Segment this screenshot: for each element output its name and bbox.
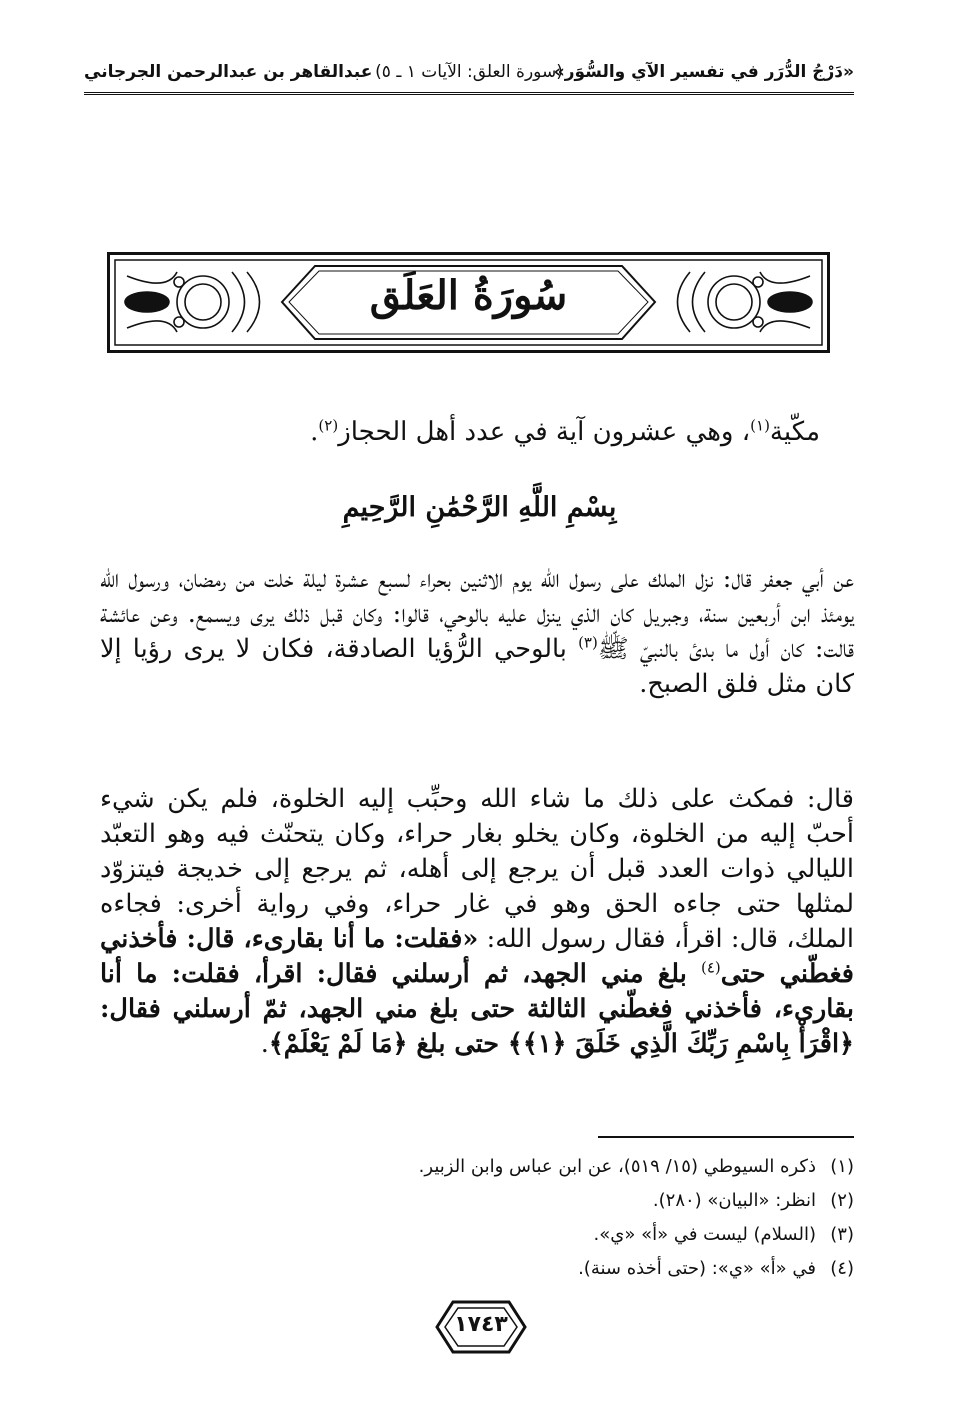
hadith-quote-2: بلغ مني الجهد، ثم أرسلني فقال: اقرأ، فقلت: ما أنا بقارىء، فأخذني فغطّني الثالثة حتى بلغ مني الجهد، ثمّ أرسلني فقال: ﴿اقْرَأْ بِاسْمِ رَبِّكَ الَّذِي خَلَقَ ﴿١﴾﴾ حتى بلغ ﴿مَا لَمْ يَعْلَمْ﴾ (100, 959, 854, 1059)
paragraph-1-text-b: بالوحي الرُّؤيا الصادقة، فكان لا يرى رؤيا إلا كان مثل فلق الصبح. (100, 634, 854, 699)
intro-text-3: . (310, 417, 319, 447)
footnote-4-number: (٤) (830, 1258, 854, 1279)
footnote-2-number: (٢) (830, 1190, 854, 1211)
footnote-1-number: (١) (830, 1156, 854, 1177)
running-header (84, 54, 854, 92)
header-author: عبدالقاهر بن عبدالرحمن الجرجاني (84, 62, 373, 82)
basmala: بِسْمِ اللَّهِ الرَّحْمَٰنِ الرَّحِيمِ (342, 492, 617, 523)
paragraph-1-text-a: عن أبي جعفر قال: نزل الملك على رسول الله يوم الاثنين بحراء لسبع عشرة ليلة خلت من رمضان، ورسول الله يومئذ ابن أربعين سنة، وجبريل كان الذي ينزل عليه بالوحي، قالوا: وكان قبل ذلك يرى ويسمع. وعن عائشة قالت: كان أول ما بدئ بالنبيّ ﷺ (100, 564, 854, 664)
footnote-2-text: انظر: «البيان» (٢٨٠). (652, 1190, 816, 1211)
footnote-4 (300, 1252, 854, 1286)
header-section: (سورة العلق: الآيات ١ ـ ٥) (375, 62, 563, 82)
header-rule (84, 92, 854, 98)
page-number-ornament (433, 1298, 529, 1356)
intro-text-2: ، وهي عشرون آية في عدد أهل الحجاز (338, 417, 751, 447)
intro-text-1: مكّية (769, 417, 820, 447)
footnote-divider (598, 1136, 854, 1138)
footnote-1-text: ذكره السيوطي (١٥/ ٥١٩)، عن ابن عباس وابن الزبير. (418, 1156, 816, 1177)
surah-title-banner (107, 252, 830, 353)
paragraph-1 (100, 562, 854, 702)
footnote-ref-2[interactable]: (٢) (318, 416, 339, 435)
footnote-3 (300, 1218, 854, 1252)
footnote-3-text: (السلام) ليست في «أ» «ي». (593, 1224, 816, 1245)
footnote-ref-4[interactable]: (٤) (700, 958, 721, 977)
footnote-ref-1[interactable]: (١) (750, 416, 770, 435)
header-book-title: «دَرْجُ الدُّرَر في تفسير الآي والسُّوَر» (553, 62, 854, 82)
surah-intro (200, 415, 820, 450)
footnote-1 (300, 1150, 854, 1184)
footnote-2 (300, 1184, 854, 1218)
page-number: ١٧٤٣ (454, 1312, 508, 1337)
paragraph-2-text: قال: فمكث على ذلك ما شاء الله وحبِّب إليه الخلوة، فلم يكن شيء أحبّ إليه من الخلوة، وكان يخلو بغار حراء، وكان يتحنّث فيه وهو التعبّد الليالي ذوات العدد قبل أن يرجع إلى أهله، ثم يرجع إلى خديجة فيتزوّد لمثلها حتى جاءه الحق وهو في غار حراء، وفي رواية أخرى: فجاءه الملك، قال: اقرأ، فقال رسول الله: (100, 784, 854, 954)
footnotes (300, 1150, 854, 1286)
paragraph-2 (100, 782, 854, 1062)
footnote-ref-3[interactable]: (٣) (578, 633, 598, 652)
footnote-3-number: (٣) (830, 1224, 854, 1245)
footnote-4-text: في «أ» «ي»: (حتى أخذه سنة). (578, 1258, 816, 1279)
surah-title: سُورَةُ العَلَق (369, 272, 568, 319)
hadith-quote-1: «فقلت: ما أنا بقارىء، قال: فأخذني فغطّني حتى (100, 924, 854, 989)
paragraph-2-end: . (260, 1029, 269, 1059)
